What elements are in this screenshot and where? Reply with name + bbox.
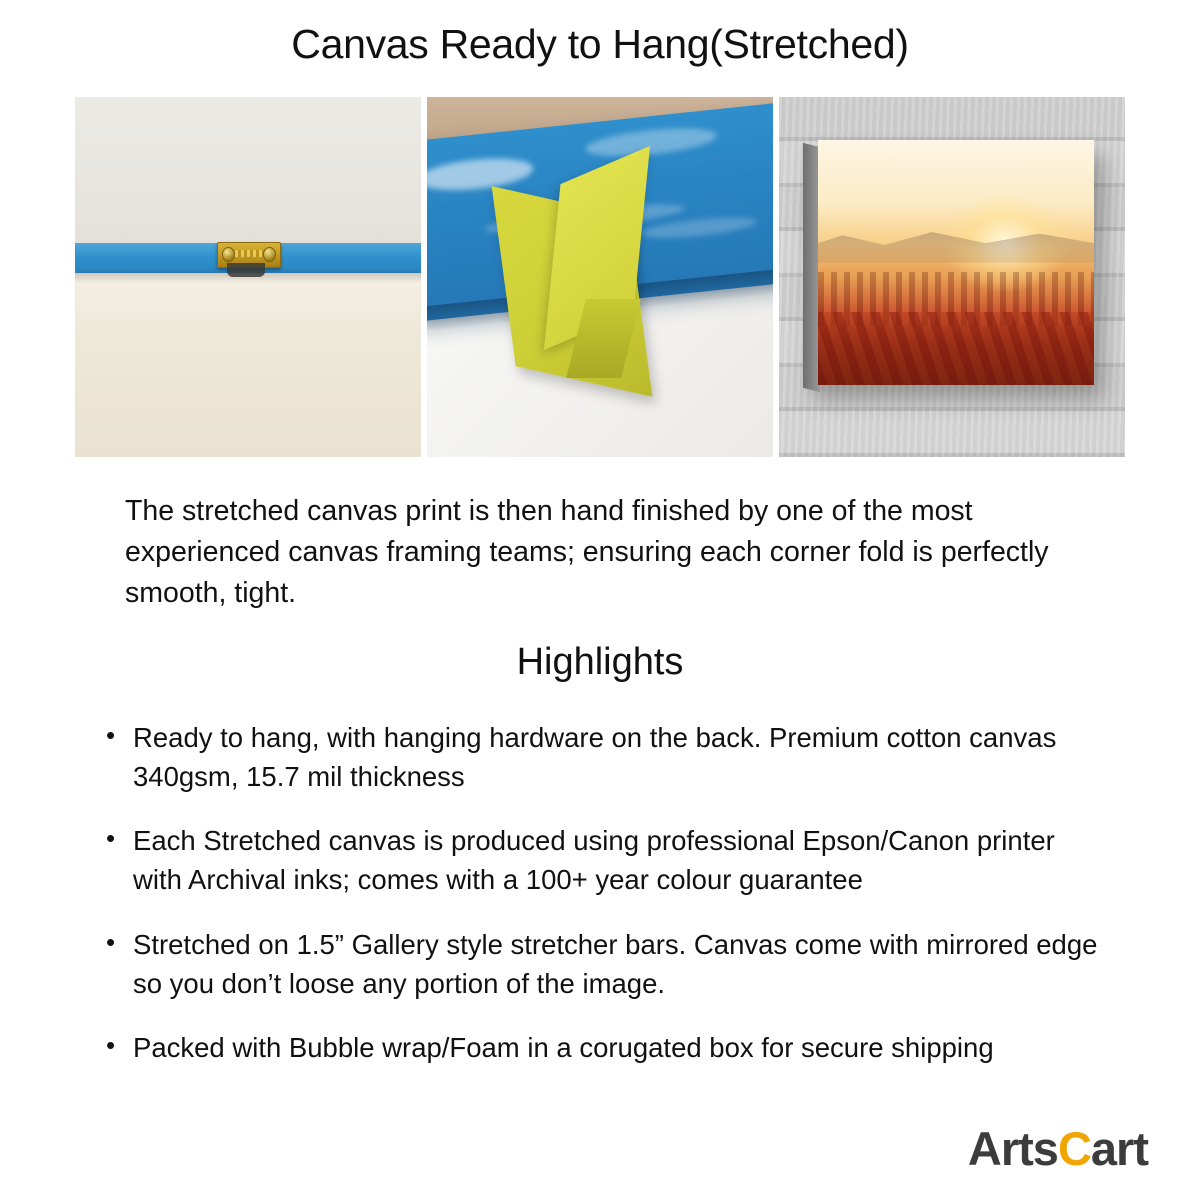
cloud-shape: [640, 214, 757, 242]
list-item: • Packed with Bubble wrap/Foam in a corugated box for secure shipping: [100, 1028, 1100, 1067]
highlights-list: [100, 718, 1100, 1066]
list-item: • Stretched on 1.5” Gallery style stretcher bars. Canvas come with mirrored edge so you don’t loose any portion of the image.: [100, 925, 1100, 1003]
logo-text-arts: Arts: [967, 1122, 1058, 1175]
bracket-notch: [227, 263, 265, 277]
hanging-canvas: [803, 140, 1094, 385]
canvas-raw-back: [75, 273, 421, 457]
screw-left-icon: [222, 247, 235, 262]
logo-text-art: art: [1090, 1122, 1148, 1175]
cloud-shape: [427, 154, 535, 195]
list-item: • Each Stretched canvas is produced using professional Epson/Canon printer with Archival inks; comes with a 100+ year colour guarantee: [100, 821, 1100, 899]
list-item: • Ready to hang, with hanging hardware on the back. Premium cotton canvas 340gsm, 15.7 mil thickness: [100, 718, 1100, 796]
image-gallery: [75, 97, 1125, 457]
logo-text-c: C: [1057, 1122, 1091, 1175]
brand-logo: [967, 1122, 1148, 1175]
cloud-shape: [584, 124, 717, 161]
page-title: Canvas Ready to Hang(Stretched): [291, 21, 909, 67]
highlights-heading: Highlights: [516, 641, 684, 684]
screw-right-icon: [263, 247, 276, 262]
foreground-field: [818, 312, 1094, 385]
framed-canvas-on-wall-image: [779, 97, 1125, 457]
description-paragraph: The stretched canvas print is then hand finished by one of the most experienced canvas framing teams; ensuring each corner fold is perfectly smooth, tight.: [125, 495, 1049, 609]
canvas-back-hanging-hardware-image: [75, 97, 421, 457]
sunset-landscape-print: [818, 140, 1094, 385]
canvas-corner-fold-image: [427, 97, 773, 457]
